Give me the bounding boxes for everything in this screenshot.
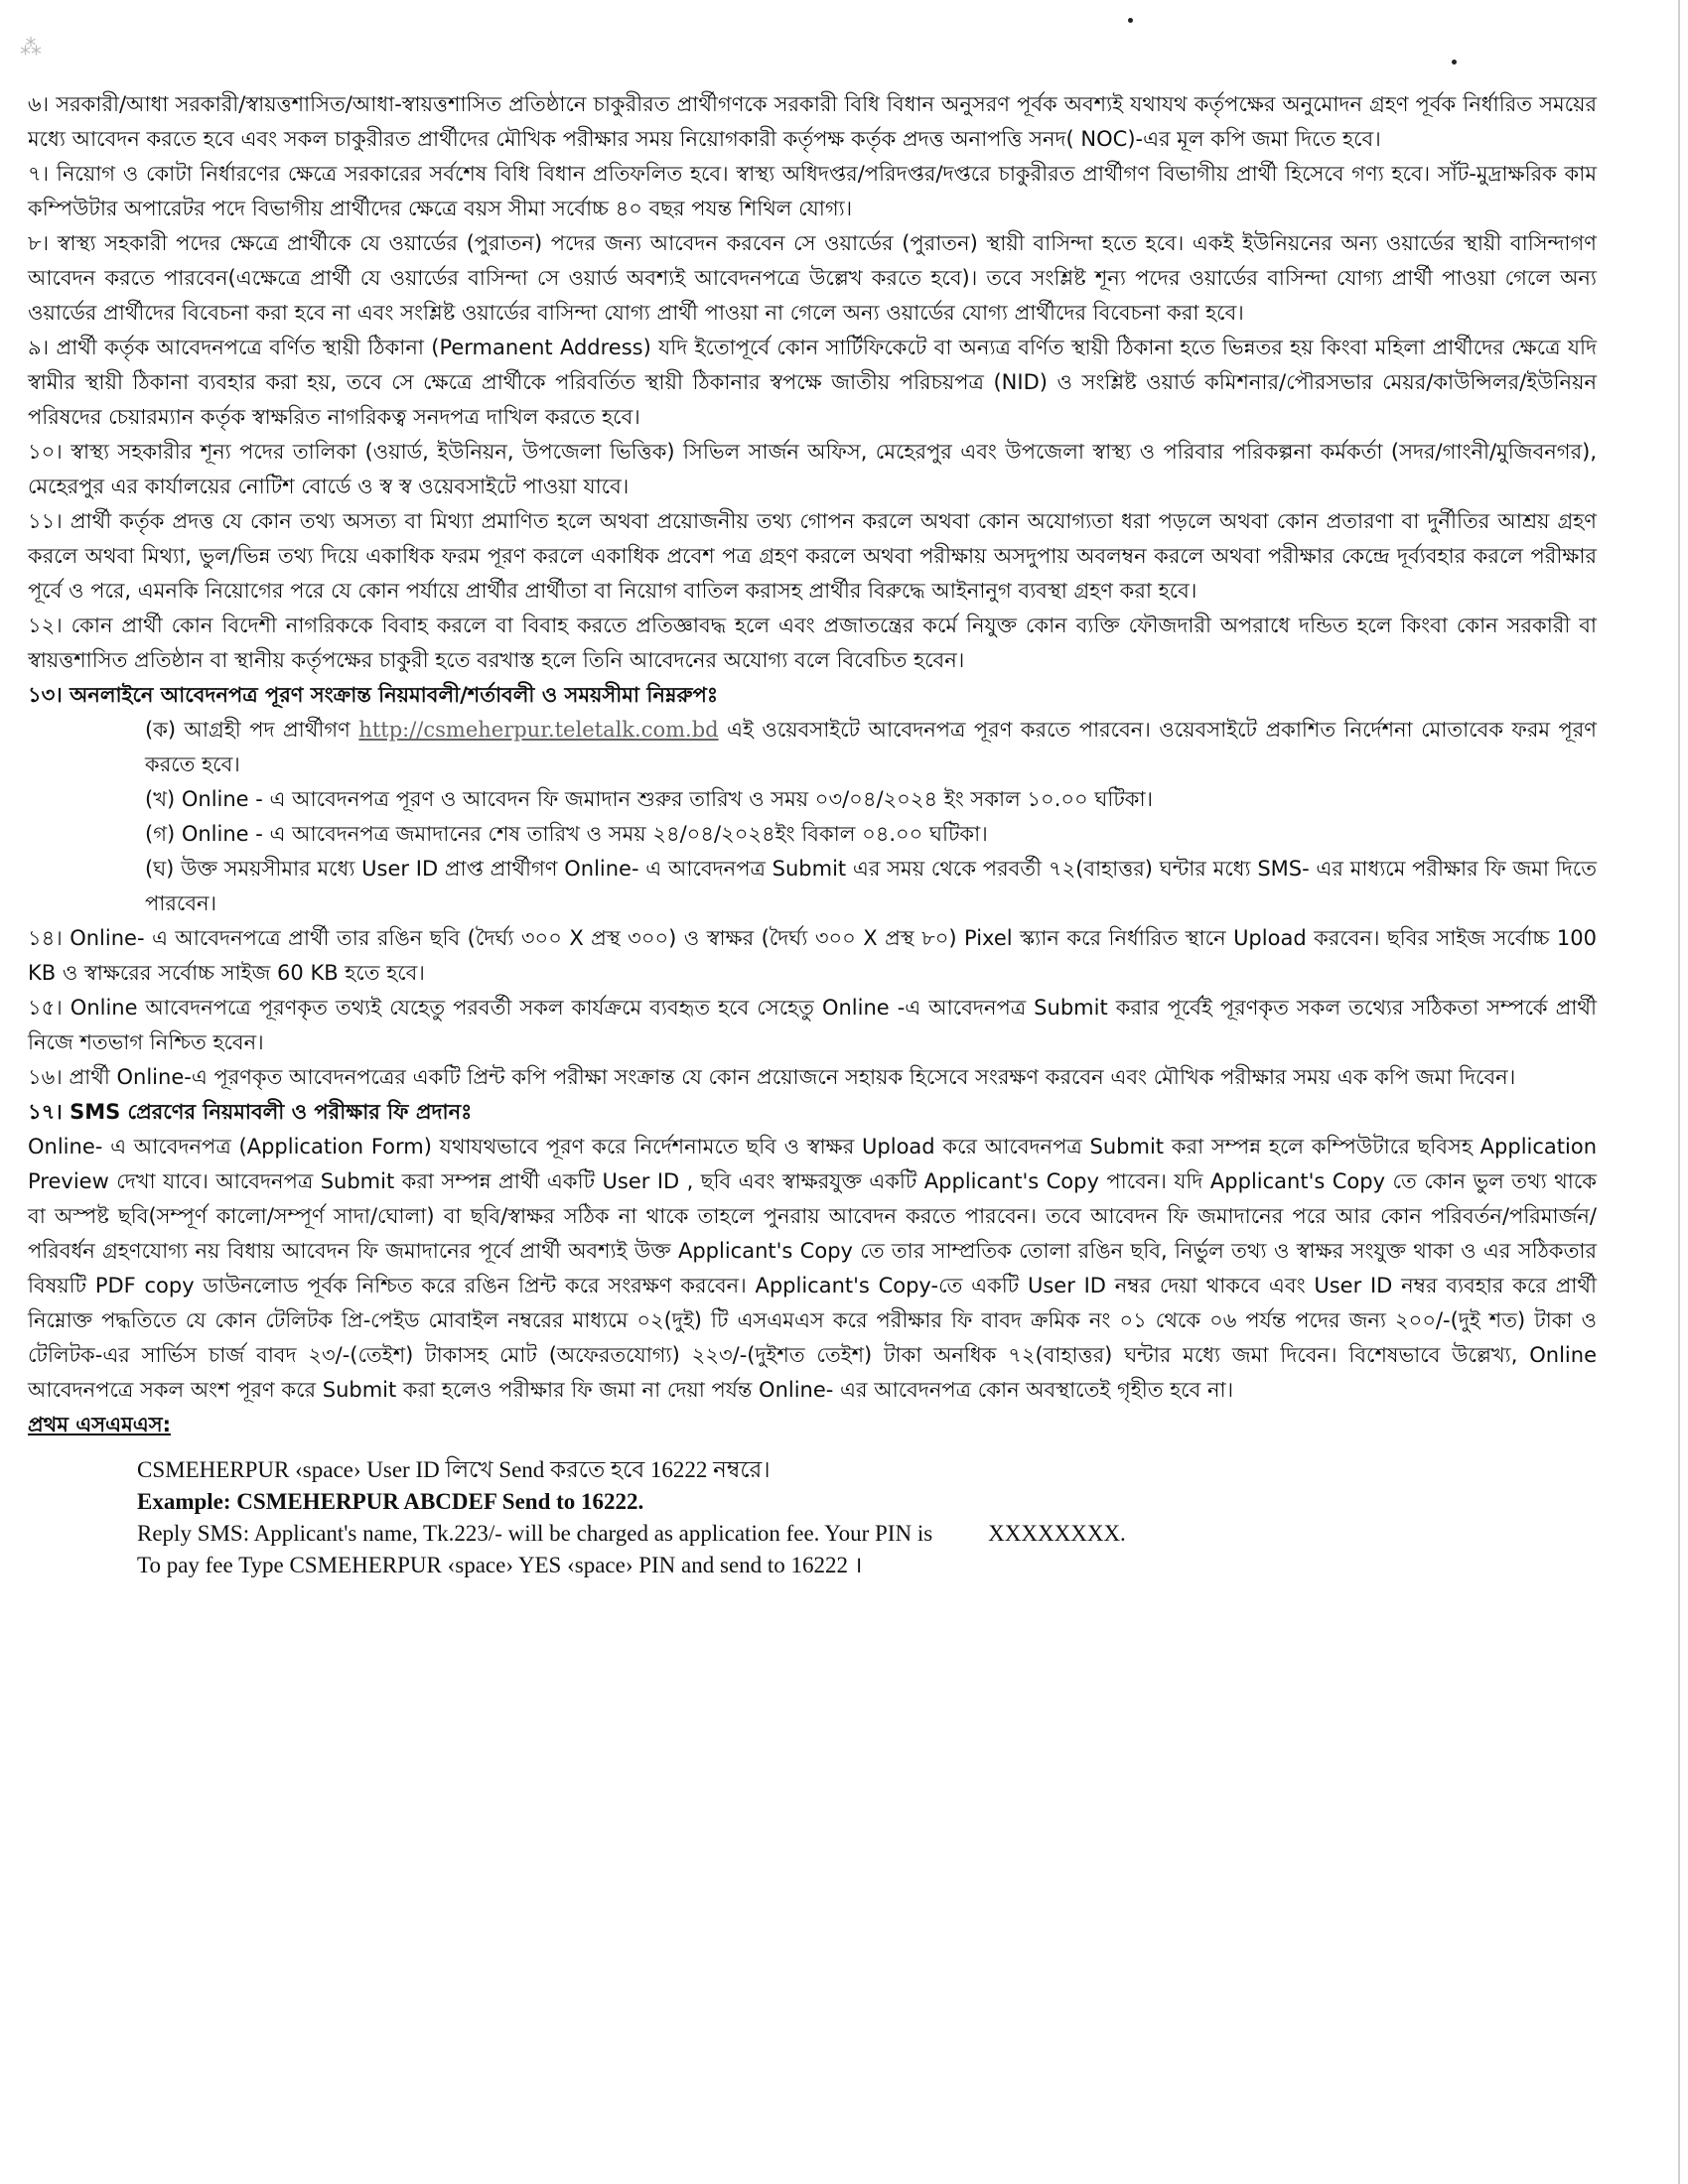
sms-example-line: Example: CSMEHERPUR ABCDEF Send to 16222. [137, 1489, 644, 1514]
online-rules-heading: ১৩। অনলাইনে আবেদনপত্র পূরণ সংক্রান্ত নিয়মাবলী/শর্তাবলী ও সময়সীমা নিম্নরুপঃ [28, 683, 719, 707]
online-rule-ka-rest: এই ওয়েবসাইটে আবেদনপত্র পূরণ করতে পারবেন। ওয়েবসাইটে প্রকাশিত নির্দেশনা মোতাবেক ফরম পূরণ করতে হবে। [145, 718, 1597, 776]
sms-format-line: CSMEHERPUR ‹space› User ID লিখে Send করতে হবে 16222 নম্বরে। [137, 1457, 771, 1482]
rule-item-9: ৯। প্রার্থী কর্তৃক আবেদনপত্রে বর্ণিত স্থায়ী ঠিকানা (Permanent Address) যদি ইতোপূর্বে কোন সার্টিফিকেটে বা অন্যত্র বর্ণিত স্থায়ী ঠিকানা হতে ভিন্নতর হয় কিংবা মহিলা প্রার্থীদের ক্ষেত্রে যদি স্বামীর স্থায়ী ঠিকানা ব্যবহার করা হয়, তবে সে ক্ষেত্রে প্রার্থীকে পরিবর্তিত স্থায়ী ঠিকানার স্বপক্ষে জাতীয় পরিচয়পত্র (NID) ও সংশ্লিষ্ট ওয়ার্ড কমিশনার/পৌরসভার মেয়র/কাউন্সিলর/ইউনিয়ন পরিষদের চেয়ারম্যান কর্তৃক স্বাক্ষরিত নাগরিকত্ব সনদপত্র দাখিল করতে হবে। [28, 336, 1597, 429]
online-rule-ga: (গ) Online - এ আবেদনপত্র জমাদানের শেষ তারিখ ও সময় ২৪/০৪/২০২৪ইং বিকাল ০৪.০০ ঘটিকা। [145, 822, 988, 846]
rule-item-14: ১৪। Online- এ আবেদনপত্রে প্রার্থী তার রঙিন ছবি (দৈর্ঘ্য ৩০০ X প্রস্থ ৩০০) ও স্বাক্ষর (দৈর্ঘ্য ৩০০ X প্রস্থ ৮০) Pixel স্ক্যান করে নির্ধারিত স্থানে Upload করবেন। ছবির সাইজ সর্বোচ্চ 100 KB ও স্বাক্ষরের সর্বোচ্চ সাইজ 60 KB হতে হবে। [28, 926, 1597, 985]
notice-page [28, 87, 1597, 1581]
rule-item-8: ৮। স্বাস্থ্য সহকারী পদের ক্ষেত্রে প্রার্থীকে যে ওয়ার্ডের (পুরাতন) পদের জন্য আবেদন করবেন সে ওয়ার্ডের (পুরাতন) স্থায়ী বাসিন্দা হতে হবে। একই ইউনিয়নের অন্য ওয়ার্ডের স্থায়ী বাসিন্দাগণ আবেদন করতে পারবেন(এক্ষেত্রে প্রার্থী যে ওয়ার্ডের বাসিন্দা সে ওয়ার্ড অবশ্যই আবেদনপত্রে উল্লেখ করতে হবে)। তবে সংশ্লিষ্ট শূন্য পদের ওয়ার্ডের বাসিন্দা যোগ্য প্রার্থী পাওয়া গেলে অন্য ওয়ার্ডের প্রার্থীদের বিবেচনা করা হবে না এবং সংশ্লিষ্ট ওয়ার্ডের বাসিন্দা যোগ্য প্রার্থী পাওয়া না গেলে অন্য ওয়ার্ডের যোগ্য প্রার্থীদের বিবেচনা করা হবে। [28, 231, 1597, 325]
rule-item-12: ১২। কোন প্রার্থী কোন বিদেশী নাগরিককে বিবাহ করলে বা বিবাহ করতে প্রতিজ্ঞাবদ্ধ হলে এবং প্রজাতন্ত্রের কর্মে নিযুক্ত কোন ব্যক্তি ফৌজদারী অপরাধে দন্ডিত হলে কিংবা কোন সরকারী বা স্বায়ত্তশাসিত প্রতিষ্ঠান বা স্থানীয় কর্তৃপক্ষের চাকুরী হতে বরখাস্ত হলে তিনি আবেদনের অযোগ্য বলে বিবেচিত হবেন। [28, 614, 1597, 672]
sms-pay-line: To pay fee Type CSMEHERPUR ‹space› YES ‹space› PIN and send to 16222 । [137, 1553, 863, 1577]
rule-item-15: ১৫। Online আবেদনপত্রে পূরণকৃত তথ্যই যেহেতু পরবর্তী সকল কার্যক্রমে ব্যবহৃত হবে সেহেতু Online -এ আবেদনপত্র Submit করার পূর্বেই পূরণকৃত সকল তথ্যের সঠিকতা সম্পর্কে প্রার্থী নিজে শতভাগ নিশ্চিত হবেন। [28, 996, 1597, 1054]
rule-item-10: ১০। স্বাস্থ্য সহকারীর শূন্য পদের তালিকা (ওয়ার্ড, ইউনিয়ন, উপজেলা ভিত্তিক) সিভিল সার্জন অফিস, মেহেরপুর এবং উপজেলা স্বাস্থ্য ও পরিবার পরিকল্পনা কর্মকর্তা (সদর/গাংনী/মুজিবনগর), মেহেরপুর এর কার্যালয়ের নোটিশ বোর্ডে ও স্ব স্ব ওয়েবসাইটে পাওয়া যাবে। [28, 440, 1597, 498]
scan-smudge: ⁂ [20, 36, 42, 61]
page-edge [1678, 0, 1688, 2184]
rule-item-7: ৭। নিয়োগ ও কোটা নির্ধারণের ক্ষেত্রে সরকারের সর্বশেষ বিধি বিধান প্রতিফলিত হবে। স্বাস্থ্য অধিদপ্তর/পরিদপ্তর/দপ্তরে চাকুরীরত প্রার্থীগণ বিভাগীয় প্রার্থী হিসেবে গণ্য হবে। সাঁট-মুদ্রাক্ষরিক কাম কম্পিউটার অপারেটর পদে বিভাগীয় প্রার্থীদের ক্ষেত্রে বয়স সীমা সর্বোচ্চ ৪০ বছর পযন্ত শিথিল যোগ্য। [28, 162, 1597, 220]
first-sms-instructions [137, 1454, 1597, 1581]
sms-pin-placeholder: XXXXXXXX. [988, 1521, 1126, 1546]
rule-item-6: ৬। সরকারী/আধা সরকারী/স্বায়ত্তশাসিত/আধা-স্বায়ত্তশাসিত প্রতিষ্ঠানে চাকুরীরত প্রার্থীগণকে সরকারী বিধি বিধান অনুসরণ পূর্বক অবশ্যই যথাযথ কর্তৃপক্ষের অনুমোদন গ্রহণ পূর্বক নির্ধারিত সময়ের মধ্যে আবেদন করতে হবে এবং সকল চাকুরীরত প্রার্থীদের মৌখিক পরীক্ষার সময় নিয়োগকারী কর্তৃপক্ষ কর্তৃক প্রদত্ত অনাপত্তি সনদ( NOC)-এর মূল কপি জমা দিতে হবে। [28, 92, 1597, 151]
sms-reply-line [137, 1518, 1597, 1550]
rule-item-16: ১৬। প্রার্থী Online-এ পূরণকৃত আবেদনপত্রের একটি প্রিন্ট কপি পরীক্ষা সংক্রান্ত যে কোন প্রয়োজনে সহায়ক হিসেবে সংরক্ষণ করবেন এবং মৌখিক পরীক্ষার সময় এক কপি জমা দিবেন। [28, 1065, 1516, 1089]
first-sms-title: প্রথম এসএমএস: [28, 1413, 171, 1436]
scan-speck [1452, 60, 1457, 65]
application-website-link[interactable]: http://csmeherpur.teletalk.com.bd [358, 718, 719, 742]
scan-speck [1128, 18, 1133, 23]
online-rule-ka [145, 713, 1597, 782]
online-rule-kha: (খ) Online - এ আবেদনপত্র পূরণ ও আবেদন ফি জমাদান শুরুর তারিখ ও সময় ০৩/০৪/২০২৪ ইং সকাল ১০.০০ ঘটিকা। [145, 787, 1154, 811]
sms-rules-body: Online- এ আবেদনপত্র (Application Form) যথাযথভাবে পূরণ করে নির্দেশনামতে ছবি ও স্বাক্ষর Upload করে আবেদনপত্র Submit করা সম্পন্ন হলে কম্পিউটারে ছবিসহ Application Preview দেখা যাবে। আবেদনপত্র Submit করা সম্পন্ন প্রার্থী একটি User ID , ছবি এবং স্বাক্ষরযুক্ত একটি Applicant's Copy পাবেন। যদি Applicant's Copy তে কোন ভুল তথ্য থাকে বা অস্পষ্ট ছবি(সম্পূর্ণ কালো/সম্পূর্ণ সাদা/ঘোলা) বা ছবি/স্বাক্ষর সঠিক না থাকে তাহলে পুনরায় আবেদন করতে পারবেন। তবে আবেদন ফি জমাদানের পরে আর কোন পরিবর্তন/পরিমার্জন/পরিবর্ধন গ্রহণযোগ্য নয় বিধায় আবেদন ফি জমাদানের পূর্বে প্রার্থী অবশ্যই উক্ত Applicant's Copy তে তার সাম্প্রতিক তোলা রঙিন ছবি, নির্ভুল তথ্য ও স্বাক্ষর সংযুক্ত থাকা ও এর সঠিকতার বিষয়টি PDF copy ডাউনলোড পূর্বক নিশ্চিত করে রঙিন প্রিন্ট করে সংরক্ষণ করবেন। Applicant's Copy-তে একটি User ID নম্বর দেয়া থাকবে এবং User ID নম্বর ব্যবহার করে প্রার্থী নিম্নোক্ত পদ্ধতিতে যে কোন টেলিটক প্রি-পেইড মোবাইল নম্বরের মাধ্যমে ০২(দুই) টি এসএমএস করে পরীক্ষার ফি বাবদ ক্রমিক নং ০১ থেকে ০৬ পর্যন্ত পদের জন্য ২০০/-(দুই শত) টাকা ও টেলিটক-এর সার্ভিস চার্জ বাবদ ২৩/-(তেইশ) টাকাসহ মোট (অফেরতযোগ্য) ২২৩/-(দুইশত তেইশ) টাকা অনধিক ৭২(বাহাত্তর) ঘন্টার মধ্যে জমা দিবেন। বিশেষভাবে উল্লেখ্য, Online আবেদনপত্রে সকল অংশ পূরণ করে Submit করা হলেও পরীক্ষার ফি জমা না দেয়া পর্যন্ত Online- এর আবেদনপত্র কোন অবস্থাতেই গৃহীত হবে না। [28, 1135, 1597, 1402]
sms-rules-heading: ১৭। SMS প্রেরণের নিয়মাবলী ও পরীক্ষার ফি প্রদানঃ [28, 1100, 473, 1124]
rule-item-11: ১১। প্রার্থী কর্তৃক প্রদত্ত যে কোন তথ্য অসত্য বা মিথ্যা প্রমাণিত হলে অথবা প্রয়োজনীয় তথ্য গোপন করলে অথবা কোন অযোগ্যতা ধরা পড়লে অথবা কোন প্রতারণা বা দুর্নীতির আশ্রয় গ্রহণ করলে অথবা মিথ্যা, ভুল/ভিন্ন তথ্য দিয়ে একাধিক ফরম পূরণ করলে একাধিক প্রবেশ পত্র গ্রহণ করলে অথবা পরীক্ষায় অসদুপায় অবলম্বন করলে অথবা পরীক্ষার কেন্দ্রে দূর্ব্যবহার করলে পরীক্ষার পূর্বে ও পরে, এমনকি নিয়োগের পরে যে কোন পর্যায়ে প্রার্থীর প্রার্থীতা বা নিয়োগ বাতিল করাসহ প্রার্থীর বিরুদ্ধে আইনানুগ ব্যবস্থা গ্রহণ করা হবে। [28, 509, 1597, 603]
online-rule-gha: (ঘ) উক্ত সময়সীমার মধ্যে User ID প্রাপ্ত প্রার্থীগণ Online- এ আবেদনপত্র Submit এর সময় থেকে পরবর্তী ৭২(বাহাত্তর) ঘন্টার মধ্যে SMS- এর মাধ্যমে পরীক্ষার ফি জমা দিতে পারবেন। [145, 857, 1597, 915]
sms-reply-text: Reply SMS: Applicant's name, Tk.223/- will be charged as application fee. Your PIN is [137, 1521, 933, 1546]
online-rule-ka-text: (ক) আগ্রহী পদ প্রার্থীগণ [145, 718, 359, 742]
